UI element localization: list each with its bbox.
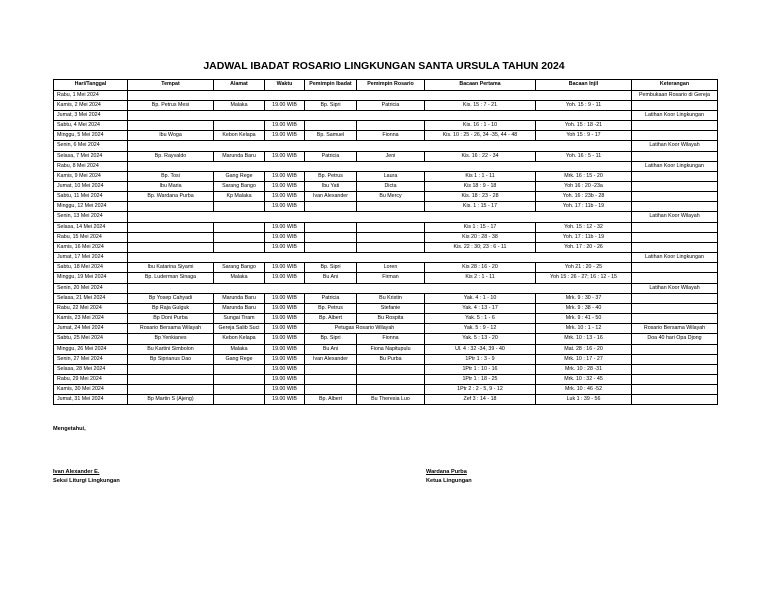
table-row	[54, 253, 718, 263]
cell-gospel: Mrk. 9 : 38 - 40	[536, 303, 632, 313]
cell-note	[632, 121, 718, 131]
cell-gospel: Yoh. 15 : 12 - 32	[536, 222, 632, 232]
cell-rosary	[357, 364, 425, 374]
table-row	[54, 212, 718, 222]
cell-leader	[305, 232, 357, 242]
cell-date: Senin, 6 Mei 2024	[54, 141, 128, 151]
cell-note: Latihan Koor Lingkungan	[632, 161, 718, 171]
cell-place: Bp. Tosi	[128, 171, 214, 181]
cell-date: Sabtu, 11 Mei 2024	[54, 192, 128, 202]
cell-address: Kp Malaka	[214, 192, 265, 202]
cell-note	[632, 303, 718, 313]
table-row	[54, 344, 718, 354]
cell-reading1: Zef 3 : 14 - 18	[425, 395, 536, 405]
right-signer-name: Wardana Purba	[426, 469, 467, 475]
cell-leader: Bp. Sipri	[305, 100, 357, 110]
cell-leader: Ibu Yati	[305, 182, 357, 192]
cell-gospel: Mrk. 10 : 13 - 16	[536, 334, 632, 344]
table-row	[54, 364, 718, 374]
cell-rosary: Bu Mercy	[357, 192, 425, 202]
signature-right	[426, 468, 472, 486]
cell-note: Latihan Koor Lingkungan	[632, 110, 718, 120]
cell-note	[632, 354, 718, 364]
cell-address	[214, 385, 265, 395]
cell-gospel: Yoh 21 : 20 - 25	[536, 263, 632, 273]
cell-date: Selasa, 21 Mei 2024	[54, 293, 128, 303]
cell-date: Kamis, 16 Mei 2024	[54, 242, 128, 252]
cell-gospel: Yoh. 17 : 20 - 26	[536, 242, 632, 252]
cell-leader	[305, 242, 357, 252]
cell-date: Sabtu, 25 Mei 2024	[54, 334, 128, 344]
column-header-reading1: Bacaan Pertama	[425, 80, 536, 91]
cell-address	[214, 395, 265, 405]
cell-reading1: Kis 1 : 1 - 11	[425, 171, 536, 181]
cell-rosary: Stefanie	[357, 303, 425, 313]
cell-empty-span	[128, 161, 632, 171]
cell-date: Rabu, 22 Mei 2024	[54, 303, 128, 313]
cell-rosary: Bu Kristin	[357, 293, 425, 303]
cell-rosary: Loren	[357, 263, 425, 273]
cell-gospel: Luk 1 : 39 - 56	[536, 395, 632, 405]
cell-address: Sarang Bango	[214, 263, 265, 273]
table-row	[54, 151, 718, 161]
cell-gospel: Yoh. 17 : 11b - 19	[536, 232, 632, 242]
cell-place: Rosario Bersama Wilayah	[128, 324, 214, 334]
cell-address: Marunda Baru	[214, 293, 265, 303]
cell-date: Jumat, 17 Mei 2024	[54, 253, 128, 263]
cell-gospel: Mrk. 10 : 28 -31	[536, 364, 632, 374]
cell-leader	[305, 121, 357, 131]
table-row	[54, 334, 718, 344]
cell-leader: Ivan Alexander	[305, 354, 357, 364]
cell-rosary: Jeni	[357, 151, 425, 161]
table-row	[54, 232, 718, 242]
cell-time: 19.00 WIB	[265, 364, 305, 374]
cell-note	[632, 131, 718, 141]
cell-time: 19.00 WIB	[265, 222, 305, 232]
cell-place: Bp Yenkianes	[128, 334, 214, 344]
cell-note	[632, 273, 718, 283]
cell-place	[128, 385, 214, 395]
cell-address	[214, 242, 265, 252]
cell-address: Malaka	[214, 100, 265, 110]
cell-gospel: Mat. 28 : 16 - 20	[536, 344, 632, 354]
cell-date: Jumat, 24 Mei 2024	[54, 324, 128, 334]
cell-time: 19.00 WIB	[265, 354, 305, 364]
cell-empty-span	[128, 253, 632, 263]
cell-leader	[305, 222, 357, 232]
cell-note: Pembukaan Rosario di Gereja	[632, 90, 718, 100]
cell-time: 19.00 WIB	[265, 202, 305, 212]
cell-leader: Bp. Albert	[305, 314, 357, 324]
table-row	[54, 273, 718, 283]
cell-time: 19.00 WIB	[265, 182, 305, 192]
cell-gospel: Mrk. 10 : 1 - 12	[536, 324, 632, 334]
cell-place	[128, 242, 214, 252]
table-row	[54, 395, 718, 405]
cell-place: Bp Yosep Cahyadi	[128, 293, 214, 303]
cell-reading1: Kis. 1 : 15 - 17	[425, 202, 536, 212]
cell-note	[632, 171, 718, 181]
cell-date: Jumat, 10 Mei 2024	[54, 182, 128, 192]
cell-time: 19.00 WIB	[265, 100, 305, 110]
left-signer-role: Seksi Liturgi Lingkungan	[53, 478, 120, 484]
cell-gospel: Mrk. 9 : 30 - 37	[536, 293, 632, 303]
cell-date: Rabu, 8 Mei 2024	[54, 161, 128, 171]
cell-note: Latihan Koor Wilayah	[632, 212, 718, 222]
table-row	[54, 141, 718, 151]
cell-date: Kamis, 2 Mei 2024	[54, 100, 128, 110]
cell-gospel: Yoh. 15 : 18 -21	[536, 121, 632, 131]
cell-place: Bp. Petrus Mesi	[128, 100, 214, 110]
cell-address: Gang Rege	[214, 354, 265, 364]
schedule-body	[54, 90, 718, 405]
cell-date: Senin, 27 Mei 2024	[54, 354, 128, 364]
cell-rosary: Fionna	[357, 334, 425, 344]
cell-address: Malaka	[214, 273, 265, 283]
cell-place: Bp Raja Gulguk	[128, 303, 214, 313]
cell-reading1: Yak. 5 : 13 - 20	[425, 334, 536, 344]
cell-date: Minggu, 5 Mei 2024	[54, 131, 128, 141]
cell-date: Minggu, 12 Mei 2024	[54, 202, 128, 212]
cell-reading1: 1Ptr 1 : 10 - 16	[425, 364, 536, 374]
cell-time: 19.00 WIB	[265, 192, 305, 202]
table-row	[54, 324, 718, 334]
cell-empty-span	[128, 110, 632, 120]
cell-place	[128, 121, 214, 131]
cell-reading1: 1Ptr 1 : 3 - 9	[425, 354, 536, 364]
cell-address	[214, 232, 265, 242]
cell-address: Marunda Baru	[214, 151, 265, 161]
cell-note	[632, 151, 718, 161]
cell-leader	[305, 202, 357, 212]
cell-leader	[305, 364, 357, 374]
table-row	[54, 161, 718, 171]
cell-note: Latihan Koor Wilayah	[632, 283, 718, 293]
cell-rosary	[357, 121, 425, 131]
cell-note	[632, 202, 718, 212]
cell-address: Marunda Baru	[214, 303, 265, 313]
cell-empty-span	[128, 212, 632, 222]
cell-petugas-note: Petugas Rosario Wilayah	[305, 324, 425, 334]
column-header-date: Hari/Tanggal	[54, 80, 128, 91]
cell-address	[214, 222, 265, 232]
cell-leader: Bp. Sipri	[305, 334, 357, 344]
cell-time: 19.00 WIB	[265, 385, 305, 395]
cell-place	[128, 202, 214, 212]
cell-reading1: Kis. 22 : 30; 23 : 6 - 11	[425, 242, 536, 252]
column-header-note: Keterangan	[632, 80, 718, 91]
cell-date: Kamis, 23 Mei 2024	[54, 314, 128, 324]
cell-time: 19.00 WIB	[265, 263, 305, 273]
cell-time: 19.00 WIB	[265, 273, 305, 283]
cell-place: Bp. Luderman Sinaga	[128, 273, 214, 283]
cell-rosary: Fiona Napitupulu	[357, 344, 425, 354]
cell-reading1: Kis. 18 : 23 - 28	[425, 192, 536, 202]
cell-note	[632, 374, 718, 384]
table-row	[54, 385, 718, 395]
cell-rosary: Laura	[357, 171, 425, 181]
cell-leader: Patricia	[305, 151, 357, 161]
cell-rosary: Dicta	[357, 182, 425, 192]
cell-place: Ibu Katarina Siyami	[128, 263, 214, 273]
cell-rosary	[357, 222, 425, 232]
cell-address: Gereja Salib Suci	[214, 324, 265, 334]
cell-leader: Bp. Petrus	[305, 303, 357, 313]
cell-note: Latihan Koor Wilayah	[632, 141, 718, 151]
table-row	[54, 222, 718, 232]
cell-rosary	[357, 385, 425, 395]
table-row	[54, 131, 718, 141]
cell-note	[632, 364, 718, 374]
cell-address	[214, 374, 265, 384]
cell-date: Minggu, 26 Mei 2024	[54, 344, 128, 354]
cell-address	[214, 202, 265, 212]
cell-note	[632, 344, 718, 354]
cell-gospel: Yoh 15 : 9 - 17	[536, 131, 632, 141]
cell-reading1: Kis 18 : 9 - 18	[425, 182, 536, 192]
cell-note: Doa 40 hari Opa Djong	[632, 334, 718, 344]
cell-time: 19.00 WIB	[265, 232, 305, 242]
cell-rosary: Fionna	[357, 131, 425, 141]
cell-reading1: 1Ptr 2 : 2 - 5, 9 - 12	[425, 385, 536, 395]
cell-reading1: Kis 28 : 16 - 20	[425, 263, 536, 273]
cell-time: 19.00 WIB	[265, 324, 305, 334]
cell-address: Kebon Kelapa	[214, 131, 265, 141]
table-row	[54, 171, 718, 181]
cell-reading1: Kis 20 : 28 - 38	[425, 232, 536, 242]
cell-rosary: Bu Rospita	[357, 314, 425, 324]
cell-time: 19.00 WIB	[265, 131, 305, 141]
cell-place: Bp Doni Purba	[128, 314, 214, 324]
cell-reading1: Ul. 4 : 32 -34, 39 - 40	[425, 344, 536, 354]
cell-gospel: Mrk. 16 : 15 - 20	[536, 171, 632, 181]
cell-place: Bp Siprianus Dao	[128, 354, 214, 364]
cell-address: Kebon Kelapa	[214, 334, 265, 344]
cell-reading1: Yak. 4 : 13 - 17	[425, 303, 536, 313]
cell-address: Gang Rege	[214, 171, 265, 181]
table-row	[54, 90, 718, 100]
cell-note	[632, 395, 718, 405]
cell-note	[632, 232, 718, 242]
cell-address: Sarang Bango	[214, 182, 265, 192]
cell-rosary: Patricia	[357, 100, 425, 110]
cell-place: Bu Kartini Simbolon	[128, 344, 214, 354]
cell-note: Rosario Bersama Wilayah	[632, 324, 718, 334]
cell-date: Sabtu, 18 Mei 2024	[54, 263, 128, 273]
cell-place	[128, 364, 214, 374]
cell-empty-span	[128, 283, 632, 293]
cell-leader: Bu Ani	[305, 344, 357, 354]
cell-date: Selasa, 14 Mei 2024	[54, 222, 128, 232]
cell-time: 19.00 WIB	[265, 374, 305, 384]
cell-reading1: Kis 2 : 1 - 11	[425, 273, 536, 283]
cell-gospel: Yoh 15 : 26 - 27; 16 : 12 - 15	[536, 273, 632, 283]
cell-leader: Bp. Albert	[305, 395, 357, 405]
cell-reading1: 1Ptr 1 : 18 - 25	[425, 374, 536, 384]
cell-note: Latihan Koor Lingkungan	[632, 253, 718, 263]
cell-date: Selasa, 7 Mei 2024	[54, 151, 128, 161]
cell-place	[128, 374, 214, 384]
column-header-gospel: Bacaan Injil	[536, 80, 632, 91]
table-row	[54, 182, 718, 192]
left-signer-name: Ivan Alexander E.	[53, 469, 100, 475]
cell-leader: Bp. Sipri	[305, 263, 357, 273]
table-row	[54, 354, 718, 364]
cell-empty-span	[128, 90, 632, 100]
cell-time: 19.00 WIB	[265, 334, 305, 344]
right-signer-role: Ketua Lingungan	[426, 478, 472, 484]
table-row	[54, 283, 718, 293]
table-row	[54, 374, 718, 384]
cell-date: Rabu, 15 Mei 2024	[54, 232, 128, 242]
cell-time: 19.00 WIB	[265, 344, 305, 354]
table-row	[54, 121, 718, 131]
cell-place: Ibu Woga	[128, 131, 214, 141]
table-row	[54, 263, 718, 273]
cell-date: Minggu, 19 Mei 2024	[54, 273, 128, 283]
cell-reading1: Kis. 16 : 1 - 10	[425, 121, 536, 131]
table-row	[54, 303, 718, 313]
cell-reading1: Yak. 4 : 1 - 10	[425, 293, 536, 303]
cell-place: Bp. Wardana Purba	[128, 192, 214, 202]
cell-leader: Bu Ani	[305, 273, 357, 283]
cell-rosary	[357, 242, 425, 252]
cell-address	[214, 364, 265, 374]
cell-date: Sabtu, 4 Mei 2024	[54, 121, 128, 131]
cell-reading1: Yak. 5 : 1 - 6	[425, 314, 536, 324]
cell-note	[632, 182, 718, 192]
cell-date: Jumat, 3 Mei 2024	[54, 110, 128, 120]
cell-address: Malaka	[214, 344, 265, 354]
cell-place	[128, 232, 214, 242]
table-row	[54, 100, 718, 110]
cell-rosary: Bu Theresia Luo	[357, 395, 425, 405]
cell-date: Jumat, 31 Mei 2024	[54, 395, 128, 405]
cell-note	[632, 263, 718, 273]
table-row	[54, 314, 718, 324]
table-row	[54, 242, 718, 252]
cell-time: 19.00 WIB	[265, 395, 305, 405]
column-header-place: Tempat	[128, 80, 214, 91]
cell-note	[632, 192, 718, 202]
schedule-table	[53, 79, 718, 405]
cell-time: 19.00 WIB	[265, 242, 305, 252]
cell-time: 19.00 WIB	[265, 314, 305, 324]
column-header-time: Waktu	[265, 80, 305, 91]
cell-gospel: Yoh. 15 : 9 - 11	[536, 100, 632, 110]
cell-leader: Patricia	[305, 293, 357, 303]
table-row	[54, 293, 718, 303]
signature-left	[53, 468, 120, 486]
header-row	[54, 80, 718, 91]
cell-date: Kamis, 9 Mei 2024	[54, 171, 128, 181]
cell-leader: Ivan Alexander	[305, 192, 357, 202]
cell-gospel: Yoh. 16 : 23b - 28	[536, 192, 632, 202]
cell-reading1: Kis. 10 : 25 - 26, 34 -35, 44 - 48	[425, 131, 536, 141]
cell-note	[632, 385, 718, 395]
cell-rosary	[357, 374, 425, 384]
cell-leader: Bp. Petrus	[305, 171, 357, 181]
cell-date: Selasa, 28 Mei 2024	[54, 364, 128, 374]
column-header-address: Alamat	[214, 80, 265, 91]
table-row	[54, 110, 718, 120]
cell-date: Rabu, 29 Mei 2024	[54, 374, 128, 384]
cell-gospel: Yoh 16 : 20 -23a	[536, 182, 632, 192]
cell-time: 19.00 WIB	[265, 121, 305, 131]
cell-gospel: Mrk. 10 : 46 -52	[536, 385, 632, 395]
cell-reading1: Yak. 5 : 9 - 12	[425, 324, 536, 334]
cell-address: Sungai Tiram	[214, 314, 265, 324]
cell-reading1: Kis. 15 : 7 - 21	[425, 100, 536, 110]
column-header-leader: Pemimpin Ibadat	[305, 80, 357, 91]
cell-place	[128, 222, 214, 232]
cell-note	[632, 314, 718, 324]
cell-empty-span	[128, 141, 632, 151]
cell-time: 19.00 WIB	[265, 303, 305, 313]
cell-note	[632, 100, 718, 110]
cell-leader	[305, 385, 357, 395]
cell-reading1: Kis 1 : 15 - 17	[425, 222, 536, 232]
cell-note	[632, 293, 718, 303]
cell-time: 19.00 WIB	[265, 171, 305, 181]
signature-intro: Mengetahui,	[53, 426, 86, 432]
cell-time: 19.00 WIB	[265, 151, 305, 161]
cell-date: Kamis, 30 Mei 2024	[54, 385, 128, 395]
cell-rosary: Firman	[357, 273, 425, 283]
cell-reading1: Kis. 16 : 22 - 34	[425, 151, 536, 161]
cell-date: Senin, 13 Mei 2024	[54, 212, 128, 222]
cell-gospel: Mrk. 10 : 32 - 45	[536, 374, 632, 384]
cell-time: 19.00 WIB	[265, 293, 305, 303]
page-title: JADWAL IBADAT ROSARIO LINGKUNGAN SANTA URSULA TAHUN 2024	[203, 60, 565, 72]
cell-leader: Bp. Samuel	[305, 131, 357, 141]
cell-gospel: Mrk. 9 : 41 - 50	[536, 314, 632, 324]
cell-place: Bp Martin S (Ajeng)	[128, 395, 214, 405]
table-row	[54, 202, 718, 212]
column-header-rosary: Pemimpin Rosario	[357, 80, 425, 91]
cell-leader	[305, 374, 357, 384]
cell-note	[632, 242, 718, 252]
cell-rosary: Bu Purba	[357, 354, 425, 364]
cell-gospel: Mrk. 10 : 17 - 27	[536, 354, 632, 364]
cell-place: Bp. Rayvaldo	[128, 151, 214, 161]
cell-date: Rabu, 1 Mei 2024	[54, 90, 128, 100]
cell-address	[214, 121, 265, 131]
cell-rosary	[357, 232, 425, 242]
cell-date: Senin, 20 Mei 2024	[54, 283, 128, 293]
cell-note	[632, 222, 718, 232]
table-row	[54, 192, 718, 202]
cell-rosary	[357, 202, 425, 212]
cell-gospel: Yoh. 16 : 5 - 11	[536, 151, 632, 161]
cell-gospel: Yoh. 17 : 11b - 19	[536, 202, 632, 212]
cell-place: Ibu Maria	[128, 182, 214, 192]
